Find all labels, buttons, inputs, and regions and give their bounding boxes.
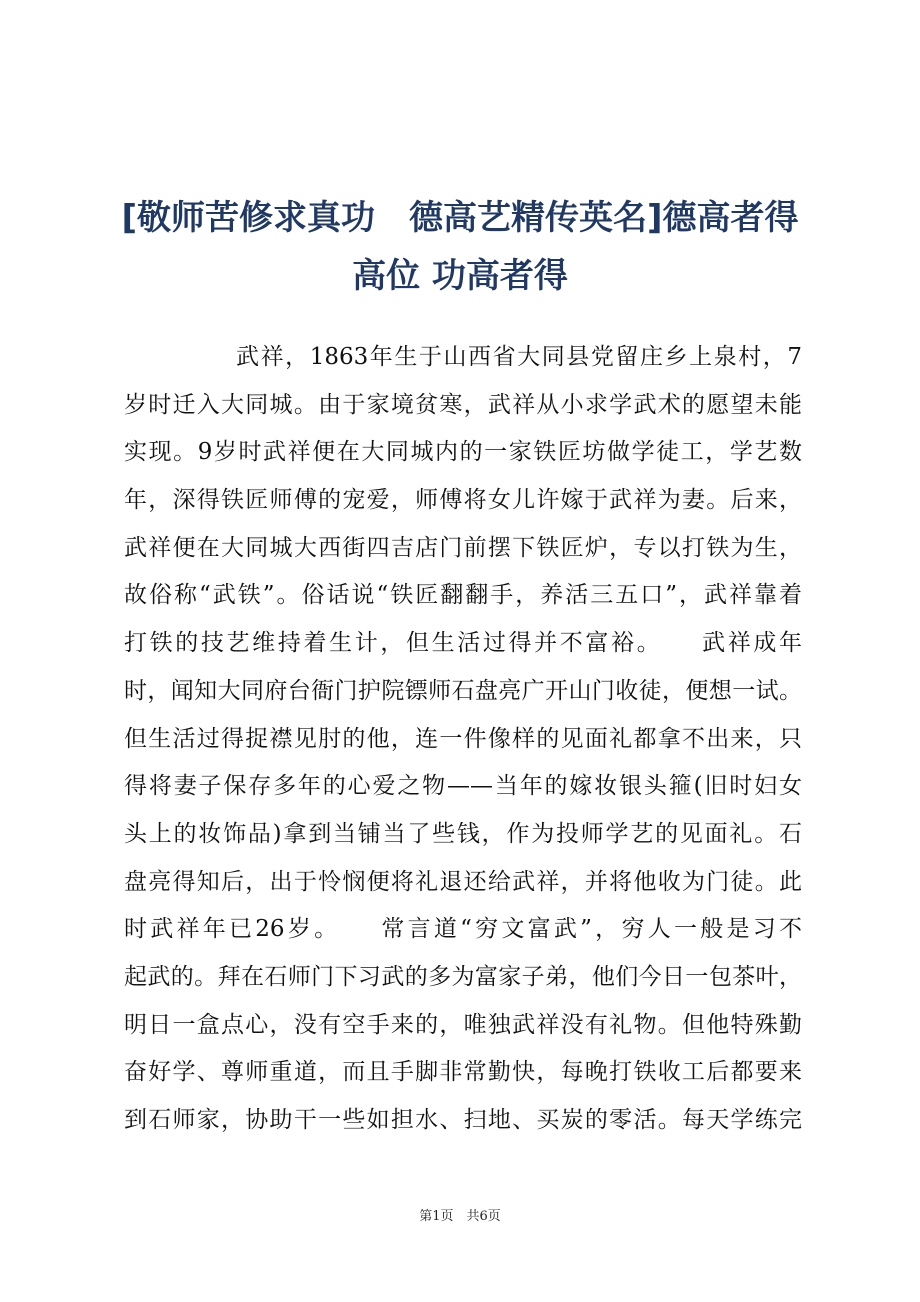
- body-text-line: 得将妻子保存多年的心爱之物——当年的嫁妆银头箍(旧时妇女: [124, 773, 802, 800]
- body-text-line: 时武祥年已26岁。 常言道“穷文富武”，穷人一般是习不: [124, 916, 802, 943]
- page-number-footer: 第1页 共6页: [419, 1209, 501, 1224]
- body-text-line: 实现。9岁时武祥便在大同城内的一家铁匠坊做学徒工，学艺数: [124, 439, 802, 466]
- body-text-line: 到石师家，协助干一些如担水、扫地、买炭的零活。每天学练完: [124, 1107, 802, 1133]
- body-text-line: 武祥便在大同城大西街四吉店门前摆下铁匠炉，专以打铁为生，: [124, 534, 802, 561]
- body-text-line: 盘亮得知后，出于怜悯便将礼退还给武祥，并将他收为门徒。此: [124, 868, 802, 895]
- body-text-line: 时，闻知大同府台衙门护院镖师石盘亮广开山门收徒，便想一试。: [124, 677, 802, 704]
- body-text-line: 打铁的技艺维持着生计，但生活过得并不富裕。 武祥成年: [124, 630, 802, 657]
- body-text-line: 但生活过得捉襟见肘的他，连一件像样的见面礼都拿不出来，只: [124, 725, 802, 752]
- body-text-line: 头上的妆饰品)拿到当铺当了些钱，作为投师学艺的见面礼。石: [124, 820, 802, 847]
- body-text-line: 故俗称“武铁”。俗话说“铁匠翻翻手，养活三五口”，武祥靠着: [124, 582, 802, 609]
- body-text-line: 年，深得铁匠师傅的宠爱，师傅将女儿许嫁于武祥为妻。后来，: [124, 487, 802, 514]
- body-text-line: 武祥，1863年生于山西省大同县党留庄乡上泉村，7: [236, 344, 802, 370]
- body-text-line: 明日一盒点心，没有空手来的，唯独武祥没有礼物。但他特殊勤: [124, 1011, 802, 1038]
- document-title-line-2: 高位 功高者得: [352, 256, 568, 296]
- body-text-line: 岁时迁入大同城。由于家境贫寒，武祥从小求学武术的愿望未能: [124, 391, 802, 418]
- document-body: [124, 334, 802, 1145]
- body-text-line: 起武的。拜在石师门下习武的多为富家子弟，他们今日一包茶叶，: [124, 963, 802, 990]
- document-title-line-1: [敬师苦修求真功 德高艺精传英名]德高者得: [121, 198, 799, 238]
- body-text-line: 奋好学、尊师重道，而且手脚非常勤快，每晚打铁收工后都要来: [124, 1059, 802, 1086]
